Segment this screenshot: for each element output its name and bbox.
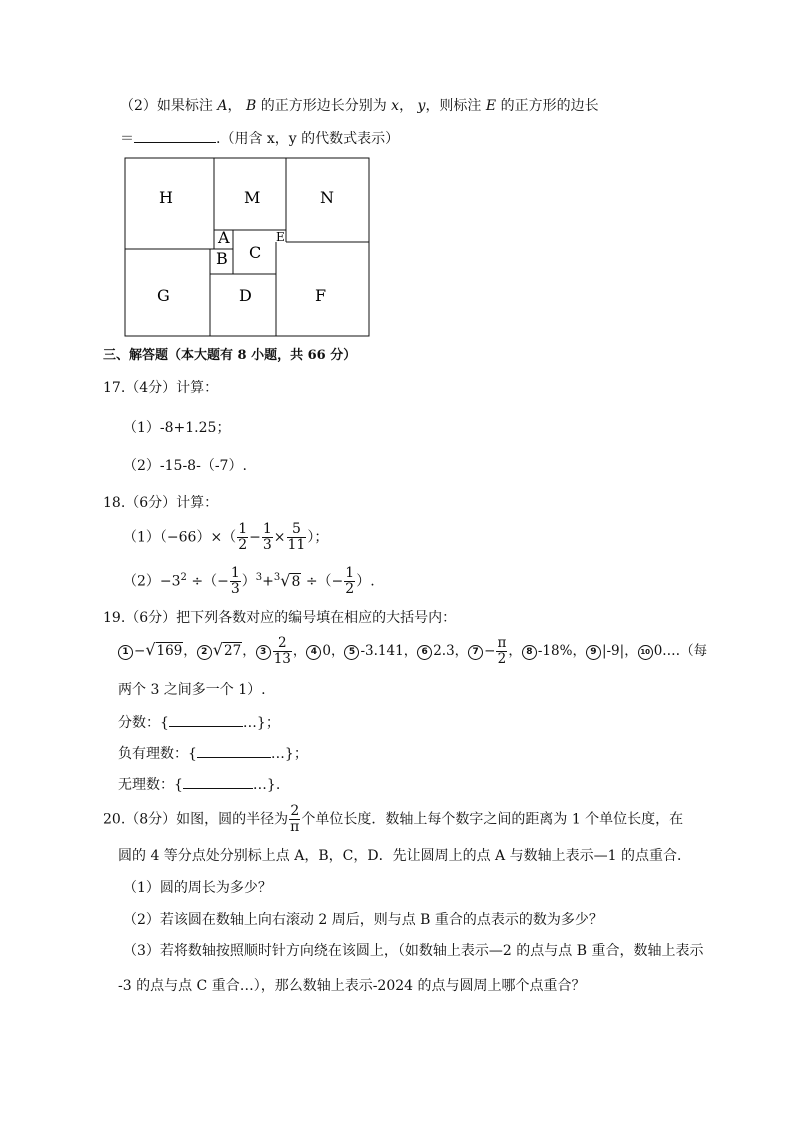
number-badge: 4: [306, 645, 321, 660]
fraction: $\frac{1}{2}$: [238, 521, 248, 553]
fraction: $\frac{1}{2}$: [345, 565, 355, 598]
q18-text: ）: [241, 573, 256, 590]
var-x: x: [391, 98, 400, 114]
radicand: 8: [291, 573, 301, 590]
label-m: M: [244, 188, 261, 207]
label-g: G: [157, 286, 170, 305]
number-badge: 7: [468, 645, 483, 660]
fraction: $\frac{1}{3}$: [262, 521, 272, 553]
number-badge: 6: [417, 645, 432, 660]
q19-negative-rational-set: [118, 743, 308, 764]
label-h: H: [159, 188, 173, 207]
fraction: $\frac{5}{11}$: [287, 521, 306, 553]
q17-part2: （2）-15-8-（-7）.: [123, 458, 247, 474]
q18-text: ÷（−: [186, 573, 229, 590]
q18-text: ÷（−: [301, 573, 344, 590]
set-label: 负有理数：{: [118, 746, 197, 762]
q18-part2: [123, 563, 375, 597]
number-badge: 9: [586, 645, 601, 660]
label-f: F: [315, 286, 327, 305]
var-e: E: [485, 98, 497, 114]
q19-items: 1 −√169， 2 √27， 3 $\frac{2}{13}$ ， 4 0， 5 -3.141， 6 2.3， 7 − $\frac{\pi}{2}$ ， 8 -18%， 9 |-9|， 10 0.…（每: [118, 634, 707, 667]
q16-part2-line1: [120, 96, 599, 116]
q19-line2: 两个 3 之间多一个 1）.: [118, 682, 266, 698]
q20-part1: （1）圆的周长为多少？: [123, 880, 272, 896]
label-e: E: [276, 230, 285, 244]
radical-sign: √: [145, 640, 156, 659]
q18-text: （2）−3: [123, 573, 181, 590]
answer-blank[interactable]: [134, 128, 216, 143]
q19-fraction-set: [118, 712, 280, 733]
label-a: A: [218, 228, 230, 247]
exponent: 2: [180, 572, 187, 583]
negative-rational-blank[interactable]: [197, 743, 271, 758]
radical-sign: √: [212, 640, 223, 659]
plus: +: [262, 573, 274, 590]
q17-header: 17.（4分）计算：: [103, 380, 219, 396]
times: ×: [273, 529, 286, 546]
number-badge: 10: [638, 645, 653, 660]
q20-part3: （3）若将数轴按照顺时针方向绕在该圆上，（如数轴上表示—2 的点与点 B 重合，数轴上表示: [123, 943, 704, 959]
equals-sign: ＝: [120, 131, 134, 147]
fraction-set-blank[interactable]: [169, 712, 243, 727]
label-b: B: [216, 249, 228, 268]
minus: −: [249, 529, 261, 546]
q20-line2: 圆的 4 等分点处分别标上点 A，B，C，D．先让圆周上的点 A 与数轴上表示—1 的点重合．: [118, 848, 691, 864]
q16-text: ，则标注: [425, 98, 482, 114]
q16-text: 的正方形的边长: [500, 98, 599, 114]
set-label: 分数：{: [118, 715, 169, 731]
q16-part2-line2: [120, 128, 399, 149]
q19-header: 19.（6分）把下列各数对应的编号填在相应的大括号内：: [103, 610, 457, 626]
var-a: A: [217, 98, 228, 114]
root-index: 3: [273, 572, 281, 583]
label-d: D: [239, 286, 252, 305]
sep: ，: [399, 98, 414, 114]
set-close: …}；: [242, 715, 280, 731]
q16-hint: .（用含 x，y 的代数式表示）: [216, 131, 400, 147]
q18-header: 18.（6分）计算：: [103, 495, 219, 511]
q20-part2: （2）若该圆在数轴上向右滚动 2 周后，则与点 B 重合的点表示的数为多少？: [123, 912, 603, 928]
q16-text: （2）如果标注: [120, 98, 213, 114]
var-y: y: [417, 98, 426, 114]
q20-text: 20.（8分）如图，圆的半径为: [103, 811, 289, 828]
q20-line1: [103, 804, 683, 835]
section-3-title: 三、解答题（本大题有 8 小题，共 66 分）: [103, 348, 357, 363]
var-b: B: [245, 98, 257, 114]
set-close: …}；: [270, 746, 308, 762]
q20-text: 个单位长度．数轴上每个数字之间的距离为 1 个单位长度，在: [301, 811, 684, 828]
label-n: N: [320, 188, 334, 207]
label-c: C: [249, 243, 262, 262]
squares-figure: [0, 0, 794, 400]
outer-rectangle: [125, 158, 369, 336]
q18-text: ）.: [356, 573, 375, 590]
q18-text: ）；: [307, 529, 329, 546]
radius-fraction: $\frac{2}{\pi}$: [290, 803, 300, 835]
set-label: 无理数：{: [118, 777, 183, 793]
q17-part1: （1）-8+1.25；: [123, 420, 231, 436]
number-badge: 3: [256, 645, 271, 660]
number-badge: 2: [197, 645, 212, 660]
q16-text: 的正方形边长分别为: [260, 98, 387, 114]
sep: ，: [227, 98, 242, 114]
irrational-set-blank[interactable]: [183, 774, 253, 789]
q18-text: （1）（−66）×（: [123, 529, 237, 546]
exponent: 3: [255, 572, 263, 583]
q20-part3-cont: -3 的点与点 C 重合…），那么数轴上表示-2024 的点与圆周上哪个点重合？: [118, 978, 586, 994]
radical-sign: √: [280, 570, 291, 590]
fraction: $\frac{1}{3}$: [230, 565, 240, 598]
number-badge: 5: [344, 645, 359, 660]
q18-part1: [123, 522, 328, 553]
fraction: $\frac{2}{13}$: [273, 635, 291, 667]
fraction: $\frac{\pi}{2}$: [497, 635, 507, 667]
number-badge: 8: [522, 645, 537, 660]
set-close: …}.: [252, 777, 281, 793]
number-badge: 1: [118, 645, 133, 660]
q19-irrational-set: [118, 774, 280, 795]
